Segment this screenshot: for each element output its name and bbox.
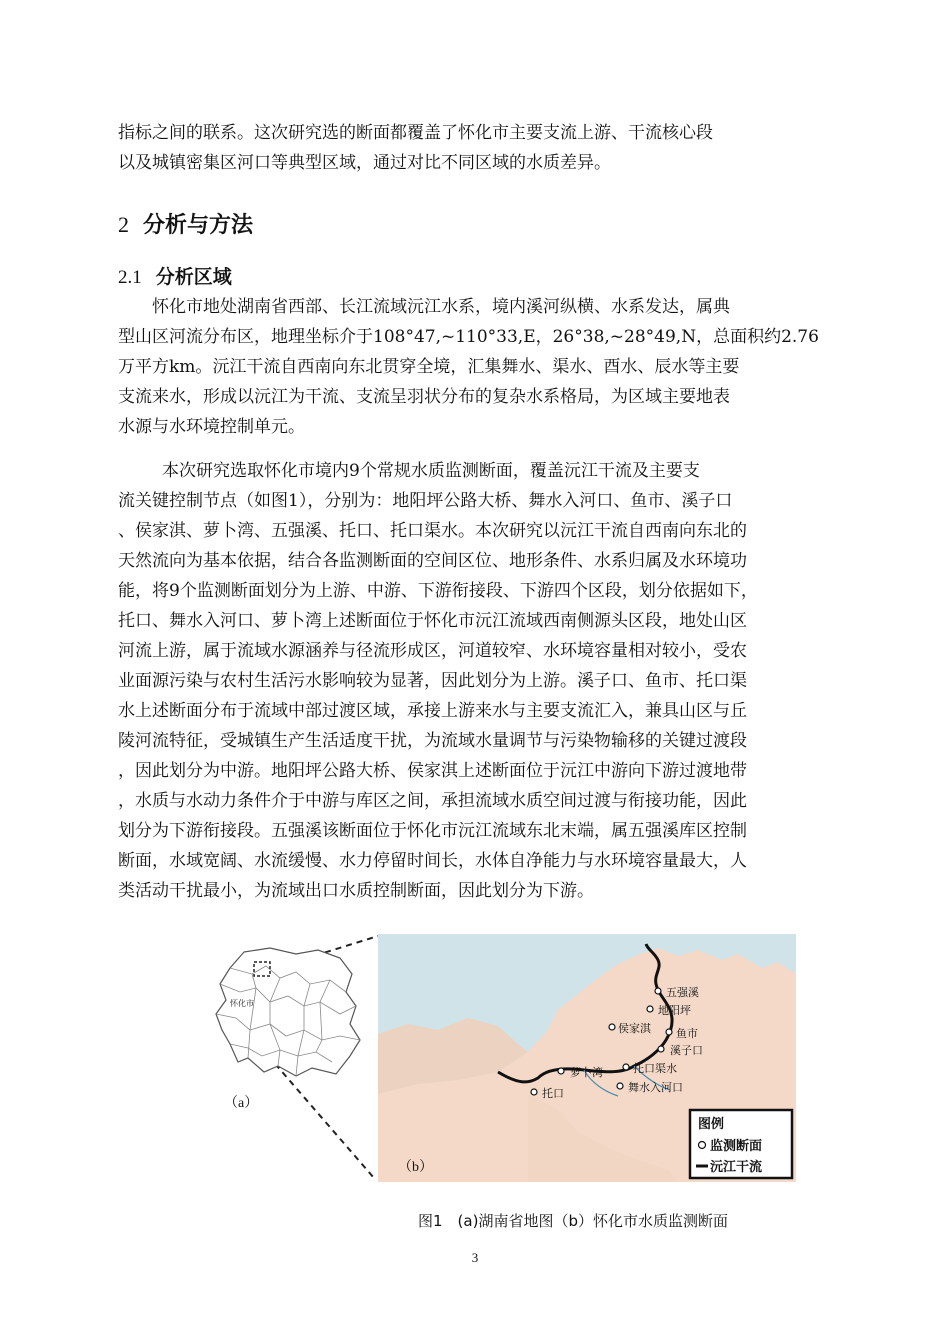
intro-line: 指标之间的联系。这次研究选的断面都覆盖了怀化市主要支流上游、干流核心段 (118, 123, 713, 143)
paragraph-line: 、侯家淇、萝卜湾、五强溪、托口、托口渠水。本次研究以沅江干流自西南向东北的 (118, 521, 747, 541)
subsection-title: 分析区域 (155, 266, 232, 288)
paragraph-line: 水源与水环境控制单元。 (118, 417, 305, 437)
figure-panel-a (200, 944, 368, 1111)
paragraph-line: 能，将9个监测断面划分为上游、中游、下游衔接段、下游四个区段，划分依据如下， (118, 581, 758, 601)
hunan-map (200, 944, 368, 1080)
hunan-outline (216, 948, 360, 1076)
station-label-diyangping: 地阳坪 (658, 1004, 691, 1017)
paragraph-line: 万平方km。沅江干流自西南向东北贯穿全境，汇集舞水、渠水、酉水、辰水等主要 (118, 357, 740, 377)
paragraph-line: 天然流向为基本依据，结合各监测断面的空间区位、地形条件、水系归属及水环境功 (118, 551, 747, 571)
paragraph-line: 本次研究选取怀化市境内9个常规水质监测断面，覆盖沅江干流及主要支 (162, 461, 700, 481)
station-label-wushui-estuary: 舞水入河口 (628, 1081, 683, 1094)
paragraph-line: 型山区河流分布区，地理坐标介于108°47,~110°33,E，26°38,~28°49,N，总面积约2.76 (118, 327, 819, 347)
huaihua-map (378, 934, 796, 1182)
legend-title: 图例 (698, 1117, 725, 1132)
panel-a-label: （a） (224, 1096, 259, 1111)
intro-line: 以及城镇密集区河口等典型区域，通过对比不同区域的水质差异。 (118, 153, 611, 173)
paragraph-line: ，因此划分为中游。地阳坪公路大桥、侯家淇上述断面位于沅江中游向下游过渡地带 (118, 761, 747, 781)
station-marker (623, 1064, 629, 1070)
panel-a-city-label: 怀化市 (230, 999, 254, 1008)
station-marker (531, 1089, 537, 1095)
paragraph-line: 业面源污染与农村生活污水影响较为显著，因此划分为上游。溪子口、鱼市、托口渠 (118, 671, 747, 691)
paragraph-line: 怀化市地处湖南省西部、长江流域沅江水系，境内溪河纵横、水系发达，属典 (152, 297, 730, 317)
paragraph-line: 托口、舞水入河口、萝卜湾上述断面位于怀化市沅江流域西南侧源头区段，地处山区 (118, 611, 747, 631)
paragraph-line: 河流上游，属于流域水源涵养与径流形成区，河道较窄、水环境容量相对较小，受农 (118, 641, 747, 661)
legend-station-label: 监测断面 (710, 1139, 763, 1154)
paragraph-line: 类活动干扰最小，为流域出口水质控制断面，因此划分为下游。 (118, 881, 594, 901)
station-marker (617, 1083, 623, 1089)
section-title: 分析与方法 (143, 213, 254, 238)
station-label-wuqiangxi: 五强溪 (666, 986, 699, 999)
station-marker (655, 988, 661, 994)
legend-river-label: 沅江干流 (710, 1160, 763, 1175)
page-number: 3 (471, 1250, 479, 1265)
station-marker (647, 1006, 653, 1012)
station-marker (609, 1024, 615, 1030)
legend-station-icon (699, 1142, 706, 1149)
station-label-luobowan: 萝卜湾 (570, 1066, 603, 1079)
station-marker (658, 1046, 664, 1052)
station-label-xizikou: 溪子口 (670, 1044, 703, 1057)
figure-caption: 图1 (a)湖南省地图（b）怀化市水质监测断面 (418, 1212, 728, 1230)
subsection-number: 2.1 (118, 267, 142, 288)
panel-b-label: （b） (398, 1160, 433, 1175)
paragraph-line: 支流来水，形成以沅江为干流、支流呈羽状分布的复杂水系格局，为区域主要地表 (118, 387, 730, 407)
paragraph-line: 流关键控制节点（如图1），分别为：地阳坪公路大桥、舞水入河口、鱼市、溪子口 (118, 491, 733, 511)
station-label-tuokou-qushui: 托口渠水 (633, 1062, 677, 1075)
paragraph-line: ，水质与水动力条件介于中游与库区之间，承担流域水质空间过渡与衔接功能，因此 (118, 791, 747, 811)
paragraph-line: 划分为下游衔接段。五强溪该断面位于怀化市沅江流域东北末端，属五强溪库区控制 (118, 821, 747, 841)
station-marker (558, 1068, 564, 1074)
paragraph-line: 水上述断面分布于流域中部过渡区域，承接上游来水与主要支流汇入，兼具山区与丘 (118, 701, 747, 721)
station-marker (666, 1029, 672, 1035)
station-label-yushi: 鱼市 (676, 1027, 698, 1040)
paragraph-line: 陵河流特征，受城镇生产生活适度干扰，为流域水量调节与污染物输移的关键过渡段 (118, 731, 747, 751)
section-number: 2 (118, 212, 129, 237)
station-label-houjiaqi: 侯家淇 (618, 1022, 651, 1035)
station-label-tuokou: 托口 (542, 1087, 564, 1100)
figure-panel-b (378, 934, 796, 1182)
paragraph-line: 断面，水域宽阔、水流缓慢、水力停留时间长，水体自净能力与水环境容量最大，人 (118, 851, 747, 871)
